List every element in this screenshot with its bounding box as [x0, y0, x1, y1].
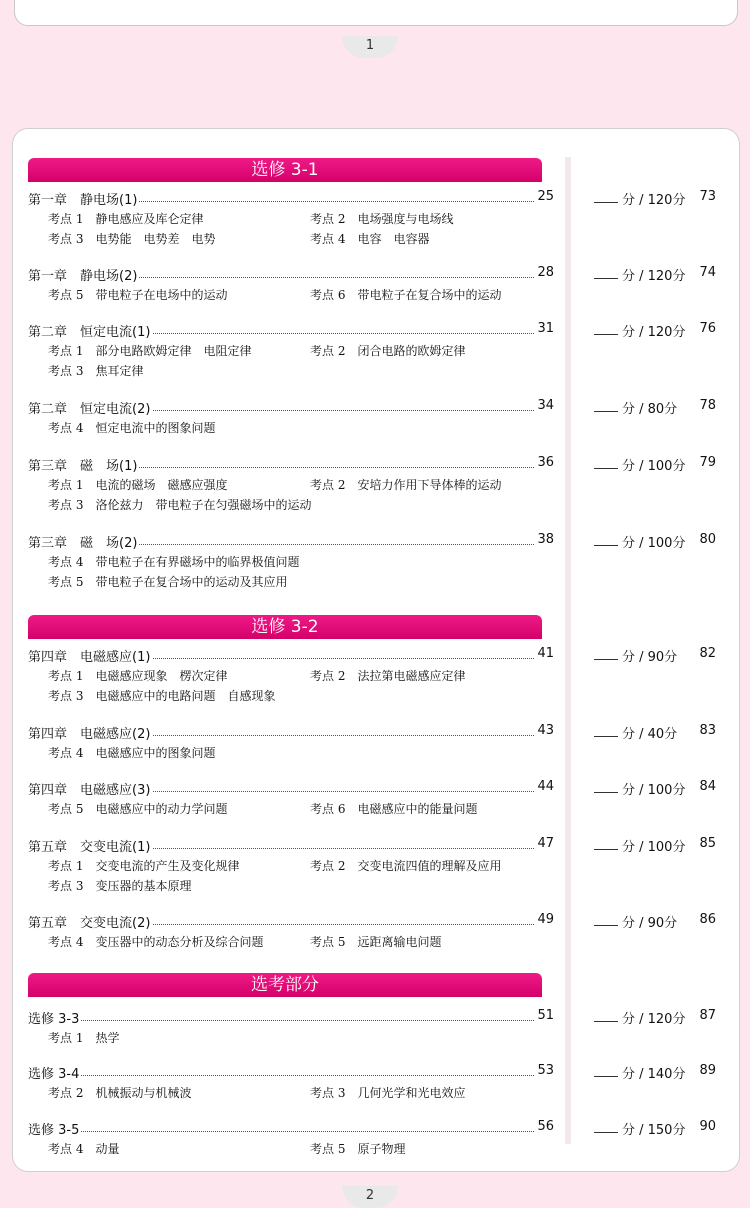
answer-page: 83 [699, 723, 716, 738]
score-blank[interactable] [594, 468, 618, 469]
score-total: 分 / 90分 [622, 650, 678, 665]
leader-dots [28, 1131, 554, 1132]
answer-page: 90 [699, 1119, 716, 1134]
key-points-line [28, 573, 558, 589]
score-total: 分 / 150分 [622, 1123, 686, 1138]
key-point: 考点 1 部分电路欧姆定律 电阻定律 [48, 344, 252, 358]
leader-dots [28, 1075, 554, 1076]
score-field [594, 189, 724, 207]
key-point: 考点 5 带电粒子在电场中的运动 [48, 288, 228, 302]
chapter-title: 选修 3-4 [28, 1063, 81, 1082]
score-total: 分 / 120分 [622, 1012, 686, 1027]
score-field [594, 779, 724, 797]
chapter-title: 第一章 静电场(2) [28, 265, 139, 284]
key-points-line [28, 553, 558, 569]
score-total: 分 / 120分 [622, 325, 686, 340]
chapter-title: 第五章 交变电流(1) [28, 836, 152, 855]
page-ref: 34 [537, 398, 554, 413]
answer-page: 86 [699, 912, 716, 927]
chapter-title: 第三章 磁 场(2) [28, 532, 139, 551]
key-point: 考点 1 电流的磁场 磁感应强度 [48, 478, 228, 492]
previous-page-card [14, 0, 738, 26]
score-total: 分 / 120分 [622, 269, 686, 284]
answer-page: 85 [699, 836, 716, 851]
toc-entry[interactable] [28, 265, 554, 283]
chapter-title: 第五章 交变电流(2) [28, 912, 152, 931]
key-point: 考点 4 恒定电流中的图象问题 [48, 421, 216, 435]
score-total: 分 / 100分 [622, 783, 686, 798]
score-field [594, 398, 724, 416]
page-ref: 47 [537, 836, 554, 851]
score-blank[interactable] [594, 1076, 618, 1077]
page-ref: 56 [537, 1119, 554, 1134]
score-field [594, 265, 724, 283]
chapter-title: 第四章 电磁感应(2) [28, 723, 152, 742]
page-number-top: 1 [342, 36, 398, 58]
score-total: 分 / 140分 [622, 1067, 686, 1082]
key-points-line [28, 744, 558, 760]
page-ref: 36 [537, 455, 554, 470]
toc-entry[interactable] [28, 532, 554, 550]
key-point: 考点 3 变压器的基本原理 [48, 879, 192, 893]
key-point: 考点 3 电磁感应中的电路问题 自感现象 [48, 689, 276, 703]
key-point: 考点 4 动量 [48, 1142, 120, 1156]
key-points-line [28, 667, 558, 683]
key-points-line [28, 362, 558, 378]
toc-entry[interactable] [28, 189, 554, 207]
score-blank[interactable] [594, 925, 618, 926]
key-points-line [28, 800, 558, 816]
page-ref: 51 [537, 1008, 554, 1023]
key-point: 考点 2 安培力作用下导体棒的运动 [310, 478, 502, 492]
score-blank[interactable] [594, 792, 618, 793]
key-points-line [28, 857, 558, 873]
key-point: 考点 4 电容 电容器 [310, 232, 430, 246]
page-number-bottom: 2 [342, 1186, 398, 1208]
answer-page: 76 [699, 321, 716, 336]
key-point: 考点 4 变压器中的动态分析及综合问题 [48, 935, 264, 949]
key-point: 考点 1 静电感应及库仑定律 [48, 212, 204, 226]
page-ref: 49 [537, 912, 554, 927]
key-points-line [28, 933, 558, 949]
answer-page: 82 [699, 646, 716, 661]
key-point: 考点 5 原子物理 [310, 1142, 406, 1156]
leader-dots [28, 1020, 554, 1021]
answer-page: 78 [699, 398, 716, 413]
score-total: 分 / 120分 [622, 193, 686, 208]
score-field [594, 1008, 724, 1026]
key-points-line [28, 342, 558, 358]
toc-entry[interactable] [28, 912, 554, 930]
score-field [594, 1063, 724, 1081]
key-point: 考点 5 带电粒子在复合场中的运动及其应用 [48, 575, 288, 589]
key-points-line [28, 877, 558, 893]
page-ref: 43 [537, 723, 554, 738]
toc-entry[interactable] [28, 836, 554, 854]
chapter-title: 第二章 恒定电流(1) [28, 321, 152, 340]
score-blank[interactable] [594, 849, 618, 850]
answer-page: 87 [699, 1008, 716, 1023]
page-ref: 38 [537, 532, 554, 547]
toc-entry[interactable] [28, 1063, 554, 1081]
score-field [594, 646, 724, 664]
toc-entry[interactable] [28, 321, 554, 339]
key-points-line [28, 1140, 558, 1156]
section-banner: 选修 3-2 [28, 615, 542, 639]
key-point: 考点 1 热学 [48, 1031, 120, 1045]
score-field [594, 532, 724, 550]
page-ref: 41 [537, 646, 554, 661]
page-ref: 25 [537, 189, 554, 204]
answer-page: 79 [699, 455, 716, 470]
key-point: 考点 2 法拉第电磁感应定律 [310, 669, 466, 683]
score-blank[interactable] [594, 736, 618, 737]
key-point: 考点 2 交变电流四值的理解及应用 [310, 859, 502, 873]
chapter-title: 选修 3-3 [28, 1008, 81, 1027]
key-point: 考点 1 交变电流的产生及变化规律 [48, 859, 240, 873]
key-point: 考点 4 电磁感应中的图象问题 [48, 746, 216, 760]
score-blank[interactable] [594, 659, 618, 660]
answer-page: 73 [699, 189, 716, 204]
chapter-title: 第三章 磁 场(1) [28, 455, 139, 474]
key-point: 考点 4 带电粒子在有界磁场中的临界极值问题 [48, 555, 300, 569]
page-ref: 28 [537, 265, 554, 280]
key-points-line [28, 286, 558, 302]
score-field [594, 836, 724, 854]
column-divider [565, 157, 571, 1144]
toc-entry[interactable] [28, 398, 554, 416]
score-total: 分 / 40分 [622, 727, 678, 742]
score-blank[interactable] [594, 545, 618, 546]
chapter-title: 选修 3-5 [28, 1119, 81, 1138]
key-points-line [28, 419, 558, 435]
score-total: 分 / 80分 [622, 402, 678, 417]
score-blank[interactable] [594, 278, 618, 279]
key-point: 考点 1 电磁感应现象 楞次定律 [48, 669, 228, 683]
key-points-line [28, 687, 558, 703]
key-points-line [28, 1029, 558, 1045]
key-point: 考点 3 洛伦兹力 带电粒子在匀强磁场中的运动 [48, 498, 312, 512]
key-point: 考点 5 电磁感应中的动力学问题 [48, 802, 228, 816]
answer-page: 84 [699, 779, 716, 794]
key-point: 考点 2 机械振动与机械波 [48, 1086, 192, 1100]
key-point: 考点 2 闭合电路的欧姆定律 [310, 344, 466, 358]
score-field [594, 912, 724, 930]
chapter-title: 第四章 电磁感应(3) [28, 779, 152, 798]
key-point: 考点 3 几何光学和光电效应 [310, 1086, 466, 1100]
answer-page: 80 [699, 532, 716, 547]
answer-page: 74 [699, 265, 716, 280]
score-blank[interactable] [594, 411, 618, 412]
key-points-line [28, 210, 558, 226]
key-points-line [28, 496, 558, 512]
score-blank[interactable] [594, 1021, 618, 1022]
key-points-line [28, 476, 558, 492]
score-blank[interactable] [594, 202, 618, 203]
key-point: 考点 5 远距离输电问题 [310, 935, 442, 949]
key-point: 考点 6 带电粒子在复合场中的运动 [310, 288, 502, 302]
score-field [594, 455, 724, 473]
toc-entry[interactable] [28, 455, 554, 473]
key-points-line [28, 1084, 558, 1100]
key-point: 考点 3 焦耳定律 [48, 364, 144, 378]
page-ref: 31 [537, 321, 554, 336]
toc-entry[interactable] [28, 723, 554, 741]
key-point: 考点 3 电势能 电势差 电势 [48, 232, 216, 246]
score-field [594, 723, 724, 741]
score-field [594, 321, 724, 339]
section-banner: 选考部分 [28, 973, 542, 997]
page-ref: 44 [537, 779, 554, 794]
score-blank[interactable] [594, 334, 618, 335]
answer-page: 89 [699, 1063, 716, 1078]
page-ref: 53 [537, 1063, 554, 1078]
score-total: 分 / 100分 [622, 536, 686, 551]
score-blank[interactable] [594, 1132, 618, 1133]
key-point: 考点 2 电场强度与电场线 [310, 212, 454, 226]
key-points-line [28, 230, 558, 246]
score-total: 分 / 90分 [622, 916, 678, 931]
score-field [594, 1119, 724, 1137]
toc-entry[interactable] [28, 1008, 554, 1026]
score-total: 分 / 100分 [622, 459, 686, 474]
section-banner: 选修 3-1 [28, 158, 542, 182]
chapter-title: 第四章 电磁感应(1) [28, 646, 152, 665]
chapter-title: 第二章 恒定电流(2) [28, 398, 152, 417]
toc-entry[interactable] [28, 646, 554, 664]
key-point: 考点 6 电磁感应中的能量问题 [310, 802, 478, 816]
toc-entry[interactable] [28, 779, 554, 797]
score-total: 分 / 100分 [622, 840, 686, 855]
chapter-title: 第一章 静电场(1) [28, 189, 139, 208]
toc-entry[interactable] [28, 1119, 554, 1137]
